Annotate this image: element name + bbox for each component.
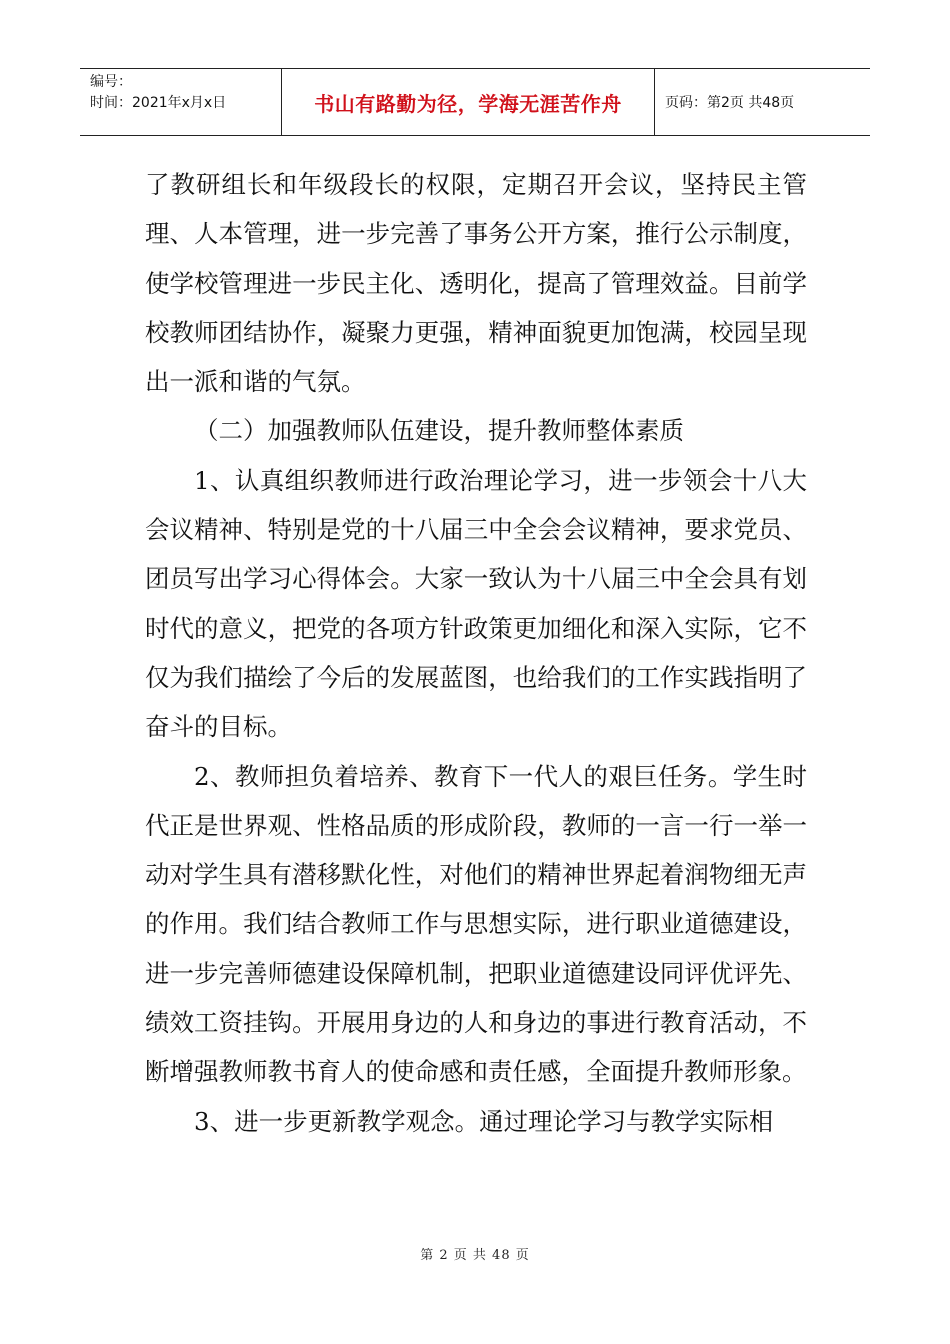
header-motto: 书山有路勤为径，学海无涯苦作舟 (282, 69, 655, 135)
page-header (80, 68, 870, 136)
document-number-label: 编号： (90, 74, 132, 90)
paragraph-continued: 了教研组长和年级段长的权限，定期召开会议，坚持民主管理、人本管理，进一步完善了事务公开方案，推行公示制度，使学校管理进一步民主化、透明化，提高了管理效益。目前学校教师团结协作，凝聚力更强，精神面貌更加饱满，校园呈现出一派和谐的气氛。 (145, 170, 807, 397)
page-footer: 第 2 页 共 48 页 (420, 1248, 530, 1263)
paragraph: 2、教师担负着培养、教育下一代人的艰巨任务。学生时代正是世界观、性格品质的形成阶段，教师的一言一行一举一动对学生具有潜移默化性，对他们的精神世界起着润物细无声的作用。我们结合教师工作与思想实际，进行职业道德建设，进一步完善师德建设保障机制，把职业道德建设同评优评先、绩效工资挂钩。开展用身边的人和身边的事进行教育活动，不断增强教师教书育人的使命感和责任感，全面提升教师形象。 (145, 761, 807, 1087)
paragraph: 3、进一步更新教学观念。通过理论学习与教学实际相 (194, 1106, 774, 1136)
paragraph: 1、认真组织教师进行政治理论学习，进一步领会十八大会议精神、特别是党的十八届三中全会会议精神，要求党员、团员写出学习心得体会。大家一致认为十八届三中全会具有划时代的意义，把党的各项方针政策更加细化和深入实际，它不仅为我们描绘了今后的发展蓝图，也给我们的工作实践指明了奋斗的目标。 (145, 465, 807, 742)
header-page-info: 页码：第2页 共48页 (665, 95, 795, 111)
document-time-label: 时间：2021年x月x日 (90, 95, 227, 111)
header-meta (80, 69, 282, 135)
section-heading: （二）加强教师队伍建设，提升教师整体素质 (194, 416, 684, 446)
document-body (145, 160, 807, 1146)
